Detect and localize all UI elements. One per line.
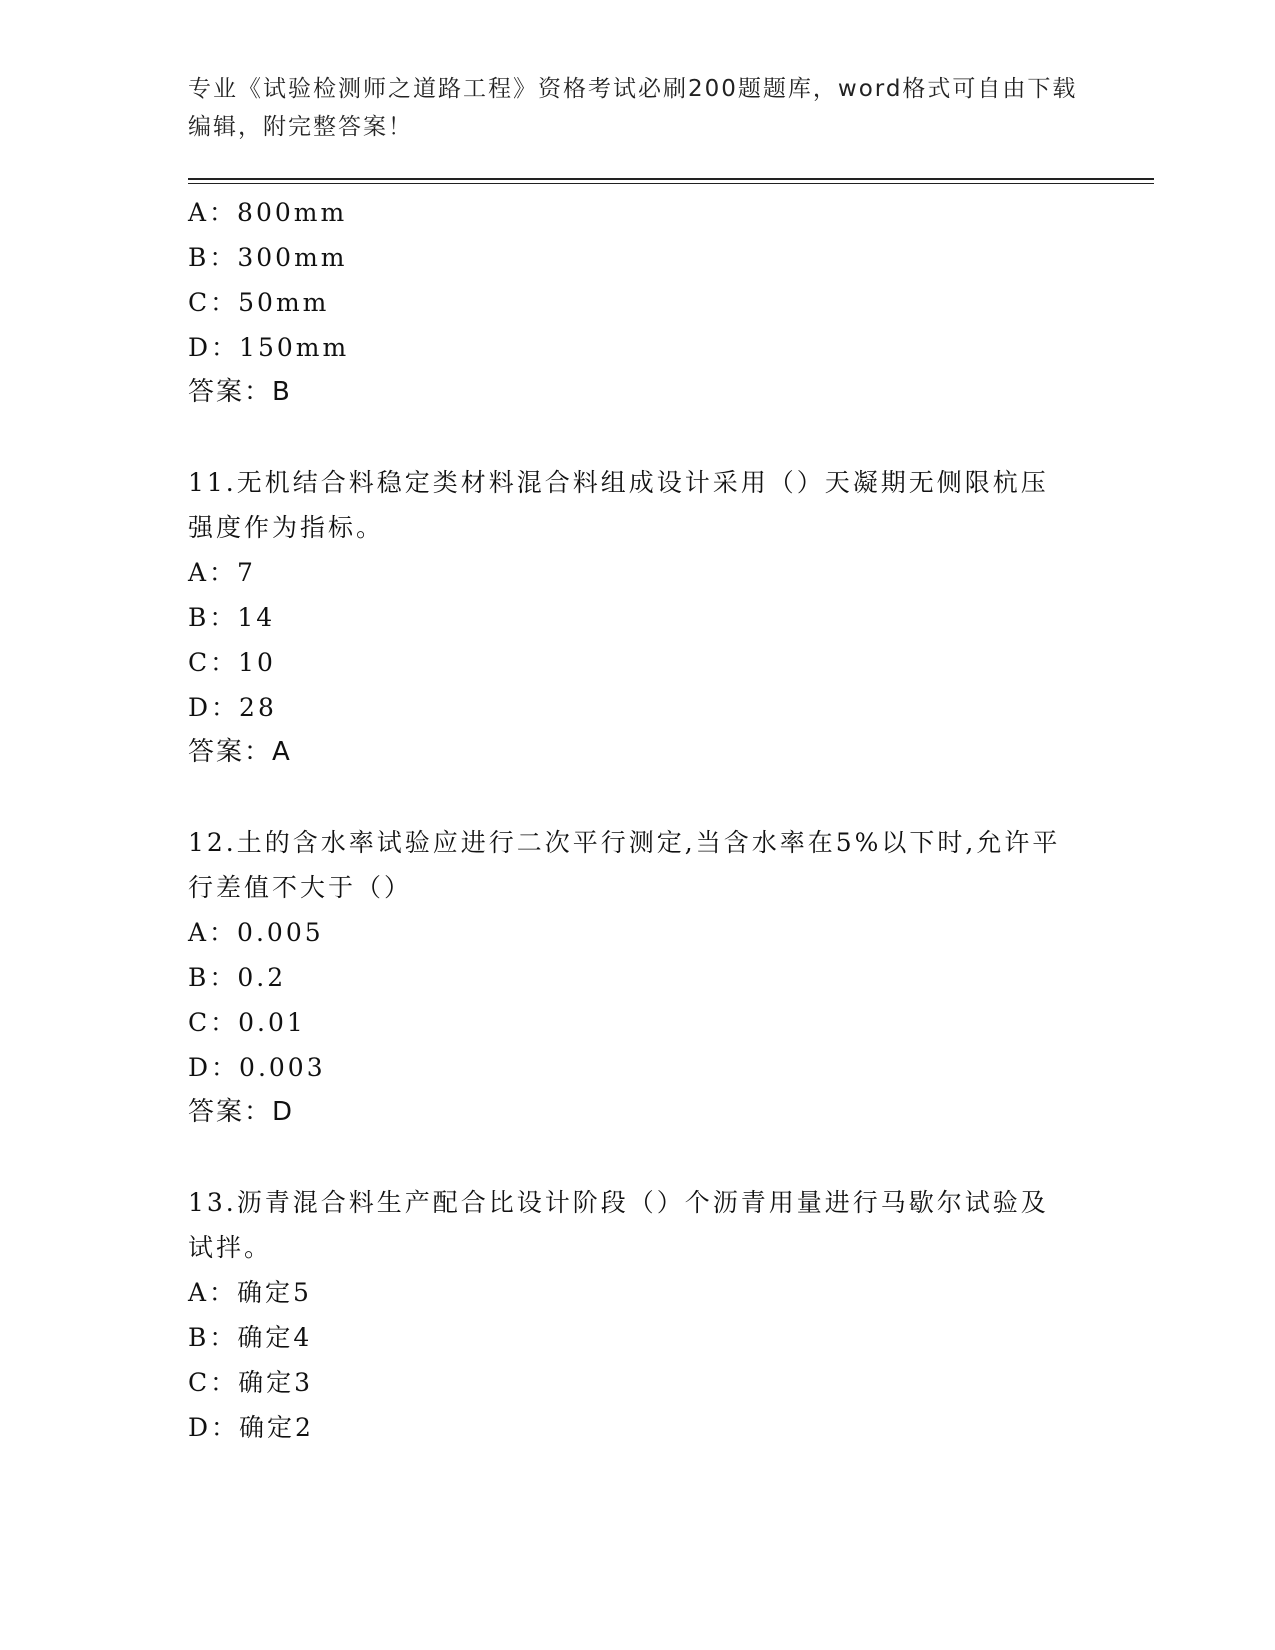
header-title-line-1: 专业《试验检测师之道路工程》资格考试必刷200题题库，word格式可自由下载 [188, 76, 1078, 102]
spacer [188, 775, 1088, 820]
option-a: A：0.005 [188, 918, 324, 947]
header-title-line-2: 编辑，附完整答案！ [188, 114, 413, 140]
option-b: B：0.2 [188, 963, 287, 992]
page-header [188, 70, 1088, 146]
question-text-line-2: 行差值不大于（） [188, 873, 413, 902]
option-c: C：50mm [188, 288, 330, 317]
question-12 [188, 820, 1088, 1135]
option-c: C：0.01 [188, 1008, 306, 1037]
question-text-line-2: 强度作为指标。 [188, 513, 385, 542]
header-divider [188, 178, 1154, 184]
option-b: B：确定4 [188, 1323, 313, 1352]
answer-line: 答案：D [188, 1097, 295, 1127]
option-b: B：14 [188, 603, 276, 632]
question-text-line-1: 12.土的含水率试验应进行二次平行测定,当含水率在5%以下时,允许平 [188, 828, 1061, 857]
option-d: D：0.003 [188, 1053, 326, 1082]
answer-line: 答案：A [188, 737, 292, 767]
option-c: C：确定3 [188, 1368, 314, 1397]
question-13 [188, 1180, 1088, 1450]
question-10 [188, 190, 1088, 415]
question-list [188, 190, 1088, 1450]
option-d: D：150mm [188, 333, 350, 362]
spacer [188, 415, 1088, 460]
spacer [188, 1135, 1088, 1180]
option-a: A：800mm [188, 198, 348, 227]
question-text-line-2: 试拌。 [188, 1233, 273, 1262]
option-d: D：确定2 [188, 1413, 314, 1442]
option-a: A：确定5 [188, 1278, 312, 1307]
question-text-line-1: 11.无机结合料稳定类材料混合料组成设计采用（）天凝期无侧限杭压 [188, 468, 1049, 497]
option-a: A：7 [188, 558, 256, 587]
answer-line: 答案：B [188, 377, 292, 407]
question-11 [188, 460, 1088, 775]
option-d: D：28 [188, 693, 277, 722]
option-b: B：300mm [188, 243, 348, 272]
question-text-line-1: 13.沥青混合料生产配合比设计阶段（）个沥青用量进行马歇尔试验及 [188, 1188, 1049, 1217]
option-c: C：10 [188, 648, 276, 677]
